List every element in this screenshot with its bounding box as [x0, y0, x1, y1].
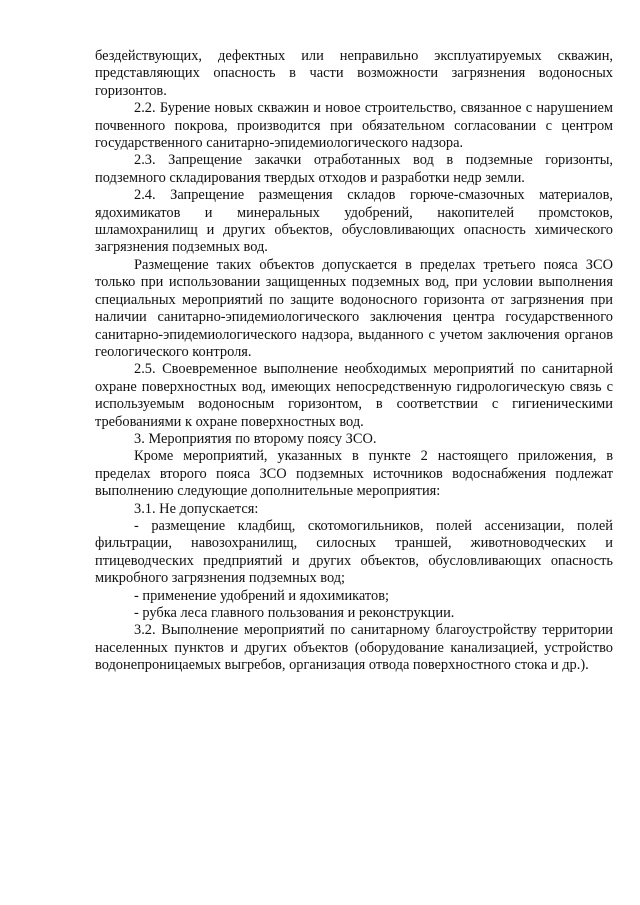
- section-heading-3: 3. Мероприятия по второму поясу ЗСО.: [134, 430, 377, 447]
- paragraph-2-3: 2.3. Запрещение закачки отработанных вод в подземные горизонты, подземного складирования твердых отходов и разработки недр земли.: [95, 152, 613, 186]
- paragraph-3-2: 3.2. Выполнение мероприятий по санитарному благоустройству территории населенных пунктов и других объектов (оборудование канализацией, устройство водонепроницаемых выгребов, организация отвода поверхностного стока и др.).: [95, 622, 613, 674]
- document-body: [95, 48, 613, 675]
- paragraph-2-2: 2.2. Бурение новых скважин и новое строительство, связанное с нарушением почвенного покрова, производится при обязательном согласовании с центром государственного санитарно-эпидемиологического надзора.: [95, 100, 613, 152]
- paragraph-3-1: 3.1. Не допускается:: [134, 500, 259, 517]
- paragraph-additional-measures: Кроме мероприятий, указанных в пункте 2 настоящего приложения, в пределах второго пояса ЗСО подземных источников водоснабжения подлежат выполнению следующие дополнительные мероприятия:: [95, 448, 613, 500]
- list-item-fertilizers: - применение удобрений и ядохимикатов;: [134, 587, 390, 604]
- paragraph-placement-conditions: Размещение таких объектов допускается в пределах третьего пояса ЗСО только при использовании защищенных подземных вод, при условии выполнения специальных мероприятий по защите водоносного горизонта от загрязнения при наличии санитарно-эпидемиологического заключения центра государственного санитарно-эпидемиологического надзора, выданного с учетом заключения органов геологического контроля.: [95, 256, 613, 360]
- list-item-logging: - рубка леса главного пользования и реконструкции.: [134, 605, 455, 621]
- list-item-placement: - размещение кладбищ, скотомогильников, полей ассенизации, полей фильтрации, навозохранилищ, силосных траншей, животноводческих и птицеводческих предприятий и других объектов, обусловливающих опасность микробного загрязнения подземных вод;: [95, 517, 613, 587]
- paragraph-continuation: бездействующих, дефектных или неправильно эксплуатируемых скважин, представляющих опасность в части возможности загрязнения водоносных горизонтов.: [95, 48, 613, 99]
- paragraph-2-4: 2.4. Запрещение размещения складов горюче-смазочных материалов, ядохимикатов и минеральных удобрений, накопителей промстоков, шламохранилищ и других объектов, обусловливающих опасность химического загрязнения подземных вод.: [95, 187, 613, 256]
- paragraph-2-5: 2.5. Своевременное выполнение необходимых мероприятий по санитарной охране поверхностных вод, имеющих непосредственную гидрологическую связь с используемым водоносным горизонтом, в соответствии с гигиеническими требованиями к охране поверхностных вод.: [95, 361, 613, 430]
